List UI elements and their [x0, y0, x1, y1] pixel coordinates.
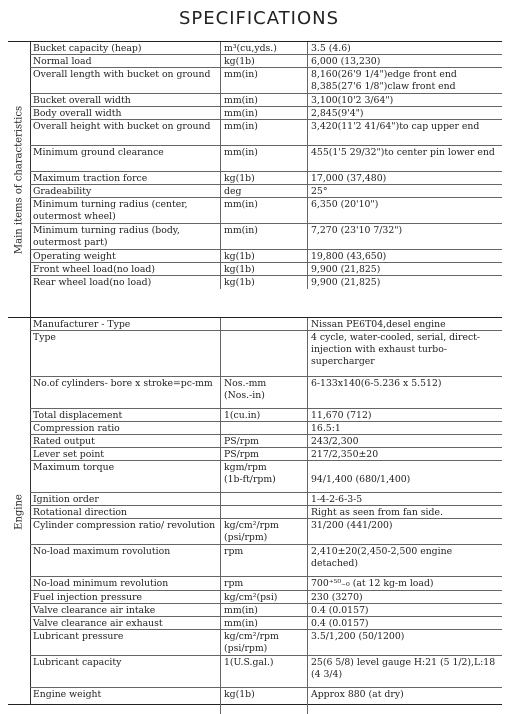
spec-value: 16.5:1	[311, 423, 341, 434]
spec-item: Type	[30, 331, 221, 376]
spec-row	[30, 198, 502, 224]
spec-row	[30, 276, 502, 289]
main-characteristics-group	[8, 42, 502, 317]
spec-row	[30, 545, 502, 577]
spec-item: Minimum turning radius (center, outermost wheel)	[30, 198, 221, 223]
spec-item: Lubricant capacity	[30, 656, 221, 687]
spec-value: 31/200 (441/200)	[311, 520, 393, 531]
spec-unit: kg(1b)	[221, 172, 308, 184]
spec-row	[30, 263, 502, 276]
spec-row	[30, 604, 502, 617]
spec-value: 3.5 (4.6)	[311, 43, 351, 54]
spec-row	[30, 68, 502, 94]
spec-unit: kg/cm²/rpm (psi/rpm)	[221, 630, 308, 655]
spec-value: 3,420(11'2 41/64")to cap upper end	[311, 121, 480, 132]
spec-value: 6,000 (13,230)	[311, 56, 381, 67]
spec-item: Manufacturer - Type	[30, 318, 221, 330]
spec-row	[30, 120, 502, 146]
spec-value: 9,900 (21,825)	[311, 277, 381, 288]
spec-item: Overall length with bucket on ground	[30, 68, 221, 93]
spec-item: Minimum ground clearance	[30, 146, 221, 171]
spec-item: No.of cylinders- bore x stroke=pc-mm	[30, 377, 221, 408]
spec-item: Compression ratio	[30, 422, 221, 434]
spec-value: 25°	[311, 186, 328, 197]
spec-value: 94/1,400 (680/1,400)	[311, 474, 411, 485]
spec-unit	[221, 506, 308, 518]
spec-unit: kg/cm²/rpm (psi/rpm)	[221, 519, 308, 544]
spec-row	[30, 94, 502, 107]
spec-row	[30, 656, 502, 688]
spec-unit: mm(in)	[221, 120, 308, 145]
spec-value: 3.5/1,200 (50/1200)	[311, 631, 405, 642]
spec-row	[30, 577, 502, 591]
spec-value: 217/2,350±20	[311, 449, 379, 460]
spec-value: 8,160(26'9 1/4")edge front end 8,385(27'6 1/8")claw front end	[311, 69, 457, 92]
spec-row	[30, 422, 502, 435]
group-label: Engine	[8, 318, 31, 705]
spec-value: 2,410±20(2,450-2,500 engine detached)	[311, 546, 453, 569]
spec-item: Overall height with bucket on ground	[30, 120, 221, 145]
spec-unit: mm(in)	[221, 617, 308, 629]
page-title: SPECIFICATIONS	[178, 8, 340, 29]
spec-unit: kg(1b)	[221, 250, 308, 262]
spec-unit: mm(in)	[221, 224, 308, 249]
spec-item: Total displacement	[30, 409, 221, 421]
spec-value: Nissan PE6T04,desel engine	[311, 319, 446, 330]
spec-row	[30, 331, 502, 377]
spec-unit: m³(cu,yds.)	[221, 42, 308, 54]
spec-row	[30, 493, 502, 506]
spec-row	[30, 42, 502, 55]
spec-unit: mm(in)	[221, 198, 308, 223]
spec-value: 455(1'5 29/32")to center pin lower end	[311, 147, 495, 158]
spec-unit: Nos.-mm (Nos.-in)	[221, 377, 308, 408]
spec-row	[30, 55, 502, 68]
spec-row	[30, 185, 502, 198]
spec-item: Lubricant pressure	[30, 630, 221, 655]
spec-item: Bucket overall width	[30, 94, 221, 106]
spec-item: Valve clearance air intake	[30, 604, 221, 616]
spec-unit: 1(U.S.gal.)	[221, 656, 308, 687]
specifications-table	[8, 41, 502, 705]
spec-row	[30, 591, 502, 604]
spec-row	[30, 250, 502, 263]
spec-item: Valve clearance air exhaust	[30, 617, 221, 629]
spec-unit: kgm/rpm (1b-ft/rpm)	[221, 461, 308, 492]
spec-value: 1-4-2-6-3-5	[311, 494, 363, 505]
spec-row	[30, 688, 502, 714]
spec-item: Ignition order	[30, 493, 221, 505]
spec-value: 6,350 (20'10")	[311, 199, 379, 210]
spec-row	[30, 146, 502, 172]
spec-value: 9,900 (21,825)	[311, 264, 381, 275]
spec-item: Minimum turning radius (body, outermost part)	[30, 224, 221, 249]
spec-row	[30, 506, 502, 519]
spec-unit	[221, 493, 308, 505]
spec-value: 3,100(10'2 3/64")	[311, 95, 394, 106]
spec-item: Body overall width	[30, 107, 221, 119]
spec-item: Rated output	[30, 435, 221, 447]
spec-value: 6-133x140(6-5.236 x 5.512)	[311, 378, 442, 389]
spec-item: Rear wheel load(no load)	[30, 276, 221, 289]
spec-unit: rpm	[221, 545, 308, 576]
spec-value: Approx 880 (at dry)	[311, 689, 404, 700]
spec-row	[30, 448, 502, 461]
spec-row	[30, 107, 502, 120]
spec-unit: mm(in)	[221, 146, 308, 171]
spec-value: 25(6 5/8) level gauge H:21 (5 1/2),L:18 (4 3/4)	[311, 657, 496, 680]
spec-row	[30, 435, 502, 448]
spec-value: 11,670 (712)	[311, 410, 372, 421]
spec-row	[30, 224, 502, 250]
spec-item: Gradeability	[30, 185, 221, 197]
spec-item: Lever set point	[30, 448, 221, 460]
spec-unit: kg(1b)	[221, 688, 308, 714]
spec-value: 230 (3270)	[311, 592, 363, 603]
group-label: Main items of characteristics	[8, 42, 31, 317]
engine-group	[8, 317, 502, 705]
spec-item: No-load maximum rovolution	[30, 545, 221, 576]
spec-row	[30, 318, 502, 331]
spec-item: Front wheel load(no load)	[30, 263, 221, 275]
spec-value: 0.4 (0.0157)	[311, 605, 369, 616]
spec-unit: deg	[221, 185, 308, 197]
spec-value: 4 cycle, water-cooled, serial, direct-injection with exhaust turbo-supercharger	[311, 332, 481, 367]
group-rows	[30, 42, 502, 289]
spec-item: Maximum traction force	[30, 172, 221, 184]
spec-unit: mm(in)	[221, 604, 308, 616]
spec-value: 700⁺⁵⁰₋₀ (at 12 kg-m load)	[311, 578, 434, 589]
group-rows	[30, 318, 502, 714]
spec-value: Right as seen from fan side.	[311, 507, 443, 518]
spec-value: 2,845(9'4")	[311, 108, 364, 119]
spec-item: Bucket capacity (heap)	[30, 42, 221, 54]
spec-unit: kg/cm²(psi)	[221, 591, 308, 603]
spec-unit: rpm	[221, 577, 308, 590]
spec-unit: mm(in)	[221, 68, 308, 93]
spec-value: 7,270 (23'10 7/32")	[311, 225, 403, 236]
spec-unit: PS/rpm	[221, 448, 308, 460]
spec-item: Fuel injection pressure	[30, 591, 221, 603]
spec-unit: mm(in)	[221, 107, 308, 119]
spec-row	[30, 630, 502, 656]
spec-row	[30, 172, 502, 185]
spec-row	[30, 461, 502, 493]
spec-unit: mm(in)	[221, 94, 308, 106]
spec-unit: PS/rpm	[221, 435, 308, 447]
spec-item: Rotational direction	[30, 506, 221, 518]
spec-unit: kg(1b)	[221, 55, 308, 67]
spec-unit	[221, 318, 308, 330]
spec-row	[30, 519, 502, 545]
spec-row	[30, 409, 502, 422]
spec-unit	[221, 331, 308, 376]
spec-item: Operating weight	[30, 250, 221, 262]
spec-item: Maximum torque	[30, 461, 221, 492]
spec-row	[30, 617, 502, 630]
spec-item: Engine weight	[30, 688, 221, 714]
spec-value: 243/2,300	[311, 436, 359, 447]
spec-row	[30, 377, 502, 409]
spec-value: 19,800 (43,650)	[311, 251, 387, 262]
spec-unit	[221, 422, 308, 434]
spec-unit: 1(cu.in)	[221, 409, 308, 421]
spec-item: No-load minimum revolution	[30, 577, 221, 590]
spec-item: Cylinder compression ratio/ revolution	[30, 519, 221, 544]
spec-item: Normal load	[30, 55, 221, 67]
spec-unit: kg(1b)	[221, 276, 308, 289]
spec-value: 0.4 (0.0157)	[311, 618, 369, 629]
spec-value: 17,000 (37,480)	[311, 173, 387, 184]
spec-unit: kg(1b)	[221, 263, 308, 275]
